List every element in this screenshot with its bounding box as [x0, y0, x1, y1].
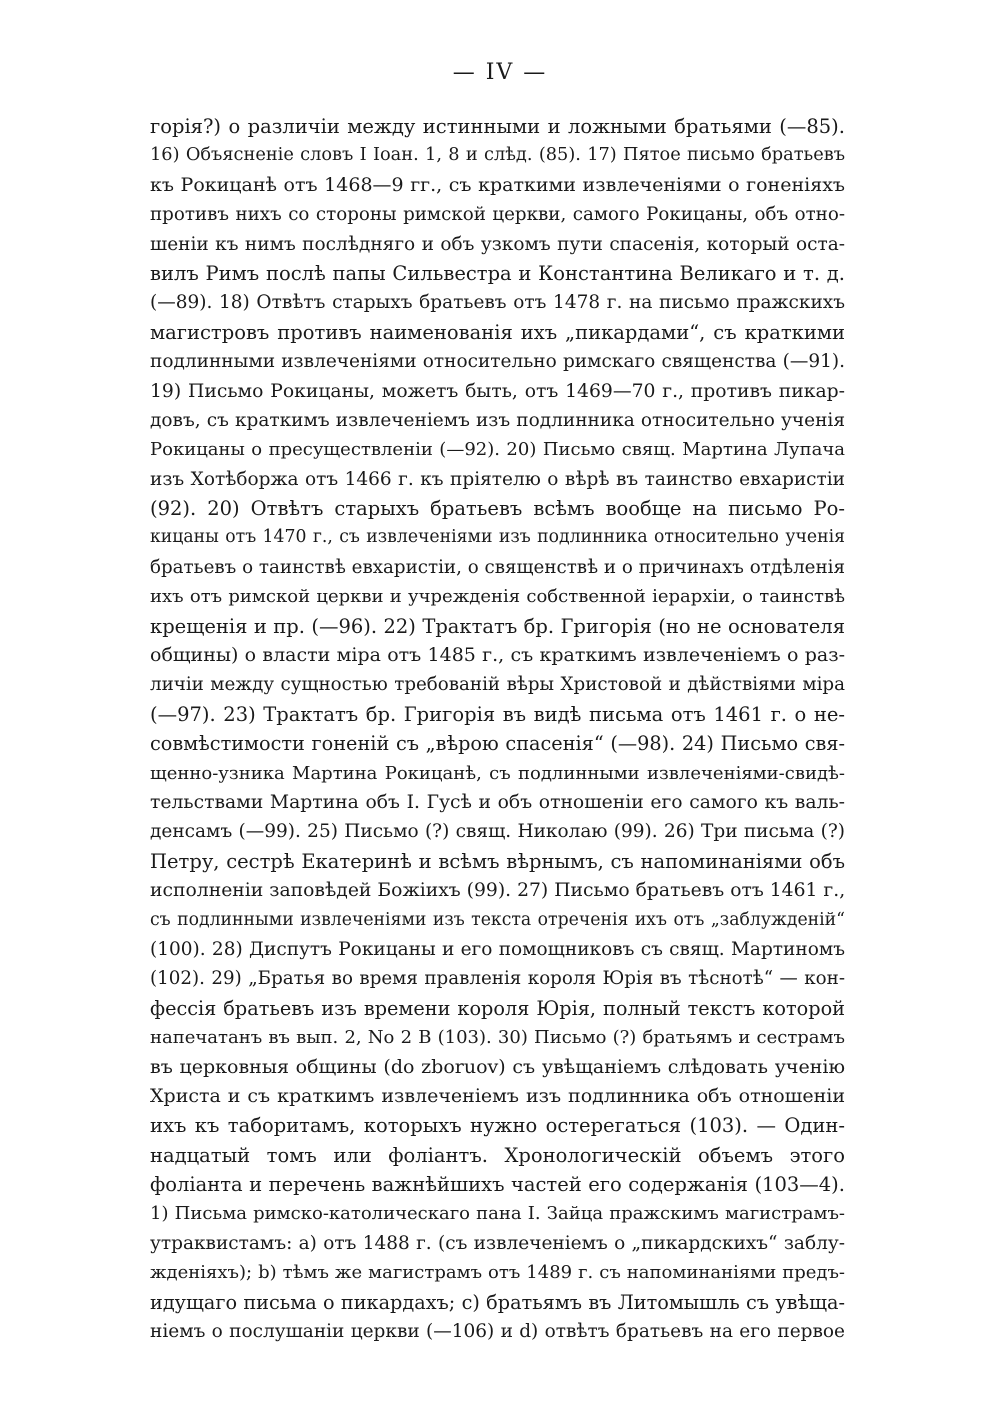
text-line: 1) Письма римско-католическаго пана I. Зайца пражскимъ магистрамъ- [150, 1203, 845, 1225]
text-line: довъ, съ краткимъ извлеченіемъ изъ подлинника относительно ученія [150, 409, 845, 431]
text-line: крещенія и пр. (—96). 22) Трактатъ бр. Григорія (но не основателя [150, 614, 845, 638]
text-line: шеніи къ нимъ послѣдняго и объ узкомъ пути спасенія, который оста- [150, 233, 845, 255]
text-line: противъ нихъ со стороны римской церкви, самого Рокицаны, объ отно- [150, 204, 845, 226]
text-line: ихъ отъ римской церкви и учрежденія собственной іерархіи, о таинствѣ [150, 586, 845, 608]
text-line: (—97). 23) Трактатъ бр. Григорія въ видѣ письма отъ 1461 г. о не- [150, 702, 845, 726]
text-line: совмѣстимости гоненій съ „вѣрою спасенія“ (—98). 24) Письмо свя- [150, 732, 845, 756]
text-line: щенно-узника Мартина Рокицанѣ, съ подлинными извлеченіями-свидѣ- [150, 762, 845, 784]
text-line: 16) Объясненіе словъ I Іоан. 1, 8 и слѣд. (85). 17) Пятое письмо братьевъ [150, 145, 845, 166]
text-line: 19) Письмо Рокицаны, можетъ быть, отъ 1469—70 г., противъ пикар- [150, 380, 845, 402]
text-line: (92). 20) Отвѣтъ старыхъ братьевъ всѣмъ вообще на письмо Ро- [150, 497, 845, 521]
text-line: жденіяхъ); b) тѣмъ же магистрамъ отъ 1489 г. съ напоминаніями предъ- [150, 1262, 845, 1284]
text-line: (—89). 18) Отвѣтъ старыхъ братьевъ отъ 1478 г. на письмо пражскихъ [150, 292, 845, 314]
text-line: къ Рокицанѣ отъ 1468—9 гг., съ краткими извлеченіями о гоненіяхъ [150, 173, 845, 196]
text-line: братьевъ о таинствѣ евхаристіи, о священствѣ и о причинахъ отдѣленія [150, 556, 845, 578]
text-line: ніемъ о послушаніи церкви (—106) и d) отвѣтъ братьевъ на его первое [150, 1321, 845, 1343]
text-line: Христа и съ краткимъ извлеченіемъ изъ подлинника объ отношеніи [150, 1084, 845, 1107]
page-number: — IV — [452, 60, 548, 85]
text-line: надцатый томъ или фоліантъ. Хронологическій объемъ этого [150, 1143, 845, 1167]
text-line: исполненіи заповѣдей Божіихъ (99). 27) Письмо братьевъ отъ 1461 г., [150, 880, 845, 902]
text-line: общины) о власти міра отъ 1485 г., съ краткимъ извлеченіемъ о раз- [150, 644, 845, 667]
text-line: кицаны отъ 1470 г., съ извлеченіями изъ подлинника относительно ученія [150, 527, 845, 548]
text-line: магистровъ противъ наименованія ихъ „пикардами“, съ краткими [150, 320, 845, 344]
text-line: вилъ Римъ послѣ папы Сильвестра и Константина Великаго и т. д. [150, 261, 845, 285]
text-line: тельствами Мартина объ I. Гусѣ и объ отношеніи его самого къ валь- [150, 791, 845, 813]
text-line: въ церковныя общины (do zboruov) съ увѣщаніемъ слѣдовать ученію [150, 1055, 845, 1078]
text-line: (102). 29) „Братья во время правленія короля Юрія въ тѣснотѣ“ — кон- [150, 968, 845, 990]
text-line: Петру, сестрѣ Екатеринѣ и всѣмъ вѣрнымъ, съ напоминаніями объ [150, 849, 845, 873]
text-line: денсамъ (—99). 25) Письмо (?) свящ. Николаю (99). 26) Три письма (?) [150, 821, 845, 843]
text-line: горія?) о различіи между истинными и ложными братьями (—85). [150, 115, 845, 138]
text-line: ихъ къ таборитамъ, которыхъ нужно остерегаться (103). — Один- [150, 1114, 845, 1138]
text-line: фессія братьевъ изъ времени короля Юрія, полный текстъ которой [150, 996, 845, 1020]
body-text [150, 112, 845, 1346]
text-line: напечатанъ въ вып. 2, No 2 B (103). 30) Письмо (?) братьямъ и сестрамъ [150, 1027, 845, 1049]
text-line: подлинными извлеченіями относительно римскаго священства (—91). [150, 351, 845, 373]
text-line: личіи между сущностью требованій вѣры Христовой и дѣйствіями міра [150, 674, 845, 696]
text-line: фоліанта и перечень важнѣйшихъ частей его содержанія (103—4). [150, 1173, 845, 1197]
text-line: съ подлинными извлеченіями изъ текста отреченія ихъ отъ „заблужденій“ [150, 909, 845, 930]
text-line: утраквистамъ: a) отъ 1488 г. (съ извлеченіемъ о „пикардскихъ“ заблу- [150, 1232, 845, 1254]
text-line: (100). 28) Диспутъ Рокицаны и его помощниковъ съ свящ. Мартиномъ [150, 938, 845, 960]
text-line: изъ Хотѣборжа отъ 1466 г. къ пріятелю о вѣрѣ въ таинство евхаристіи [150, 468, 845, 490]
text-line: Рокицаны о пресуществленіи (—92). 20) Письмо свящ. Мартина Лупача [150, 439, 845, 461]
text-line: идущаго письма о пикардахъ; c) братьямъ въ Литомышль съ увѣща- [150, 1290, 845, 1314]
